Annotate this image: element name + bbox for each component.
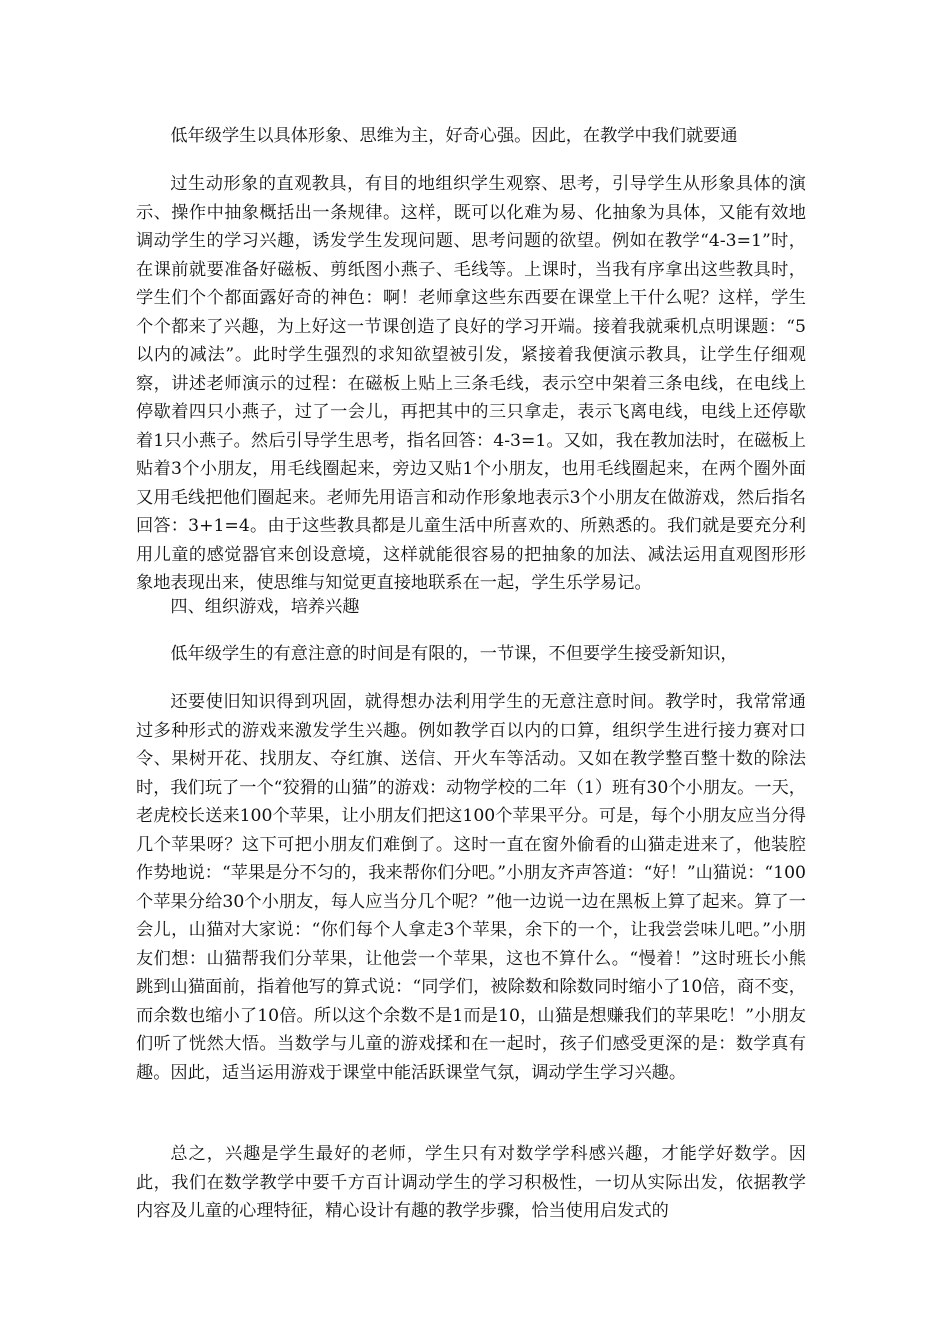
paragraph-games-example: 还要使旧知识得到巩固，就得想办法利用学生的无意注意时间。教学时，我常常通过多种形式的游戏来激发学生兴趣。例如教学百以内的口算，组织学生进行接力赛对口令、果树开花、找朋友、夺红旗、送信、开火车等活动。又如在教学整百整十数的除法时，我们玩了一个“狡猾的山猫”的游戏：动物学校的二年（1）班有30个小朋友。一天，老虎校长送来100个苹果，让小朋友们把这100个苹果平分。可是，每个小朋友应当分得几个苹果呀？这下可把小朋友们难倒了。这时一直在窗外偷看的山猫走进来了，他装腔作势地说：“苹果是分不匀的，我来帮你们分吧。”小朋友齐声答道：“好！”山猫说：“100个苹果分给30个小朋友，每人应当分几个呢？”他一边说一边在黑板上算了起来。算了一会儿，山猫对大家说：“你们每个人拿走3个苹果，余下的一个，让我尝尝味儿吧。”小朋友们想：山猫帮我们分苹果，让他尝一个苹果，这也不算什么。“慢着！”这时班长小熊跳到山猫面前，指着他写的算式说：“同学们，被除数和除数同时缩小了10倍，商不变，而余数也缩小了10倍。所以这个余数不是1而是10，山猫是想赚我们的苹果吃！”小朋友们听了恍然大悟。当数学与儿童的游戏揉和在一起时，孩子们感受更深的是：数学真有趣。因此，适当运用游戏于课堂中能活跃课堂气氛，调动学生学习兴趣。 xyxy=(136,692,806,1083)
paragraph-conclusion: 总之，兴趣是学生最好的老师，学生只有对数学学科感兴趣，才能学好数学。因此，我们在数学教学中要千方百计调动学生的学习积极性，一切从实际出发，依据教学内容及儿童的心理特征，精心设计有趣的教学步骤，恰当使用启发式的 xyxy=(136,1144,806,1221)
paragraph-attention-line: 低年级学生的有意注意的时间是有限的，一节课，不但要学生接受新知识， xyxy=(170,644,738,664)
section-heading-games: 四、组织游戏，培养兴趣 xyxy=(170,597,360,617)
paragraph-teaching-aids: 过生动形象的直观教具，有目的地组织学生观察、思考，引导学生从形象具体的演示、操作中抽象概括出一条规律。这样，既可以化难为易、化抽象为具体，又能有效地调动学生的学习兴趣，诱发学生发现问题、思考问题的欲望。例如在教学“4-3=1”时，在课前就要准备好磁板、剪纸图小燕子、毛线等。上课时，当我有序拿出这些教具时，学生们个个都面露好奇的神色：啊！老师拿这些东西要在课堂上干什么呢？这样，学生个个都来了兴趣，为上好这一节课创造了良好的学习开端。接着我就乘机点明课题：“5以内的减法”。此时学生强烈的求知欲望被引发，紧接着我便演示教具，让学生仔细观察，讲述老师演示的过程：在磁板上贴上三条毛线，表示空中架着三条电线，在电线上停歇着四只小燕子，过了一会儿，再把其中的三只拿走，表示飞离电线，电线上还停歇着1只小燕子。然后引导学生思考，指名回答：4-3=1。又如，我在教加法时，在磁板上贴着3个小朋友，用毛线圈起来，旁边又贴1个小朋友，也用毛线圈起来，在两个圈外面又用毛线把他们圈起来。老师先用语言和动作形象地表示3个小朋友在做游戏，然后指名回答：3+1=4。由于这些教具都是儿童生活中所喜欢的、所熟悉的。我们就是要充分利用儿童的感觉器官来创设意境，这样就能很容易的把抽象的加法、减法运用直观图形形象地表现出来，使思维与知觉更直接地联系在一起，学生乐学易记。 xyxy=(136,174,806,593)
paragraph-intro-line: 低年级学生以具体形象、思维为主，好奇心强。因此，在教学中我们就要通 xyxy=(170,126,738,146)
